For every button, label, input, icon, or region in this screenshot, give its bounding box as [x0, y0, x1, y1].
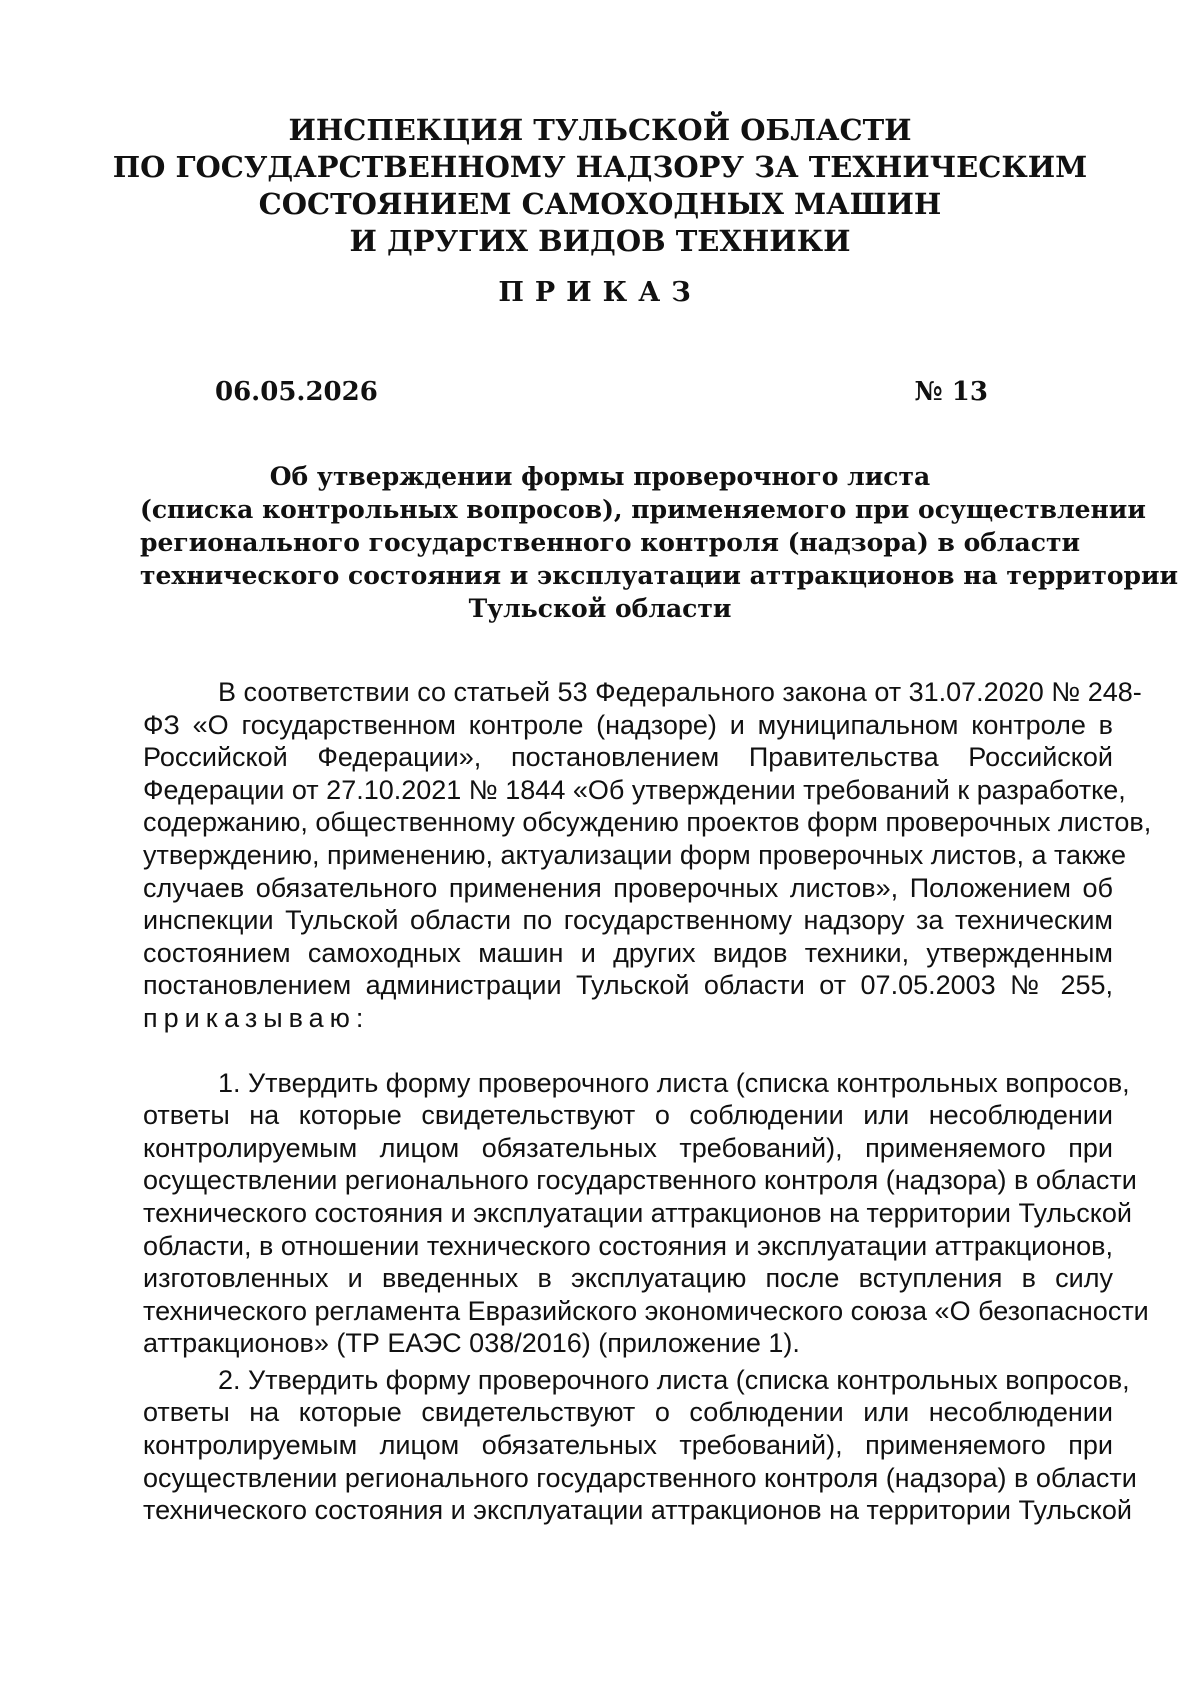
document-type: ПРИКАЗ	[498, 277, 702, 308]
text-line: технического регламента Евразийского экономического союза «О безопасности	[143, 1295, 1149, 1326]
text-line: приказываю:	[143, 1002, 370, 1033]
order-body	[143, 676, 1152, 1527]
text-line: ответы на которые свидетельствуют о соблюдении или несоблюдении	[143, 1397, 1113, 1428]
text-line: изготовленных и введенных в эксплуатацию после вступления в силу	[143, 1263, 1113, 1294]
text-line: контролируемым лицом обязательных требований), применяемого при	[143, 1132, 1113, 1163]
agency-line: ИНСПЕКЦИЯ ТУЛЬСКОЙ ОБЛАСТИ	[288, 113, 912, 147]
order-date: 06.05.2026	[215, 377, 378, 407]
agency-line: СОСТОЯНИЕМ САМОХОДНЫХ МАШИН	[258, 187, 942, 221]
subject-line: технического состояния и эксплуатации аттракционов на территории	[140, 561, 1179, 590]
text-line: Российской Федерации», постановлением Правительства Российской	[143, 742, 1113, 773]
text-line: состоянием самоходных машин и других видов техники, утвержденным	[143, 937, 1113, 968]
text-line: технического состояния и эксплуатации аттракционов на территории Тульской	[143, 1495, 1132, 1526]
text-line: осуществлении регионального государственного контроля (надзора) в области	[143, 1462, 1137, 1493]
text-line: ФЗ «О государственном контроле (надзоре) и муниципальном контроле в	[143, 709, 1113, 740]
text-line: области, в отношении технического состояния и эксплуатации аттракционов,	[143, 1230, 1113, 1261]
order-subject	[140, 460, 1179, 625]
subject-line: Об утверждении формы проверочного листа	[269, 462, 931, 491]
text-line: утверждению, применению, актуализации форм проверочных листов, а также	[143, 839, 1126, 870]
subject-line: регионального государственного контроля (надзора) в области	[140, 528, 1081, 557]
text-line: случаев обязательного применения проверочных листов», Положением об	[143, 872, 1113, 903]
text-line: аттракционов» (ТР ЕАЭС 038/2016) (приложение 1).	[143, 1328, 800, 1359]
text-line: Федерации от 27.10.2021 № 1844 «Об утверждении требований к разработке,	[143, 774, 1126, 805]
text-line: ответы на которые свидетельствуют о соблюдении или несоблюдении	[143, 1100, 1113, 1131]
agency-line: И ДРУГИХ ВИДОВ ТЕХНИКИ	[349, 224, 851, 258]
text-line: В соответствии со статьей 53 Федерального закона от 31.07.2020 № 248-	[218, 677, 1142, 707]
text-line: содержанию, общественному обсуждению проектов форм проверочных листов,	[143, 807, 1152, 838]
text-line: инспекции Тульской области по государственному надзору за техническим	[143, 905, 1113, 936]
item-1-paragraph	[143, 1067, 1149, 1360]
agency-line: ПО ГОСУДАРСТВЕННОМУ НАДЗОРУ ЗА ТЕХНИЧЕСКИМ	[112, 150, 1088, 184]
item-2-paragraph	[143, 1364, 1137, 1527]
order-number: № 13	[914, 377, 988, 407]
text-line: контролируемым лицом обязательных требований), применяемого при	[143, 1430, 1113, 1461]
text-line: осуществлении регионального государственного контроля (надзора) в области	[143, 1165, 1137, 1196]
text-line: постановлением администрации Тульской области от 07.05.2003 № 255,	[143, 970, 1113, 1001]
subject-line: (списка контрольных вопросов), применяемого при осуществлении	[140, 495, 1146, 524]
preamble-paragraph	[143, 676, 1152, 1035]
text-line: 1. Утвердить форму проверочного листа (списка контрольных вопросов,	[218, 1067, 1130, 1098]
text-line: 2. Утвердить форму проверочного листа (списка контрольных вопросов,	[218, 1364, 1130, 1395]
text-line: технического состояния и эксплуатации аттракционов на территории Тульской	[143, 1197, 1132, 1228]
agency-name	[0, 112, 1200, 260]
subject-line: Тульской области	[468, 594, 732, 623]
